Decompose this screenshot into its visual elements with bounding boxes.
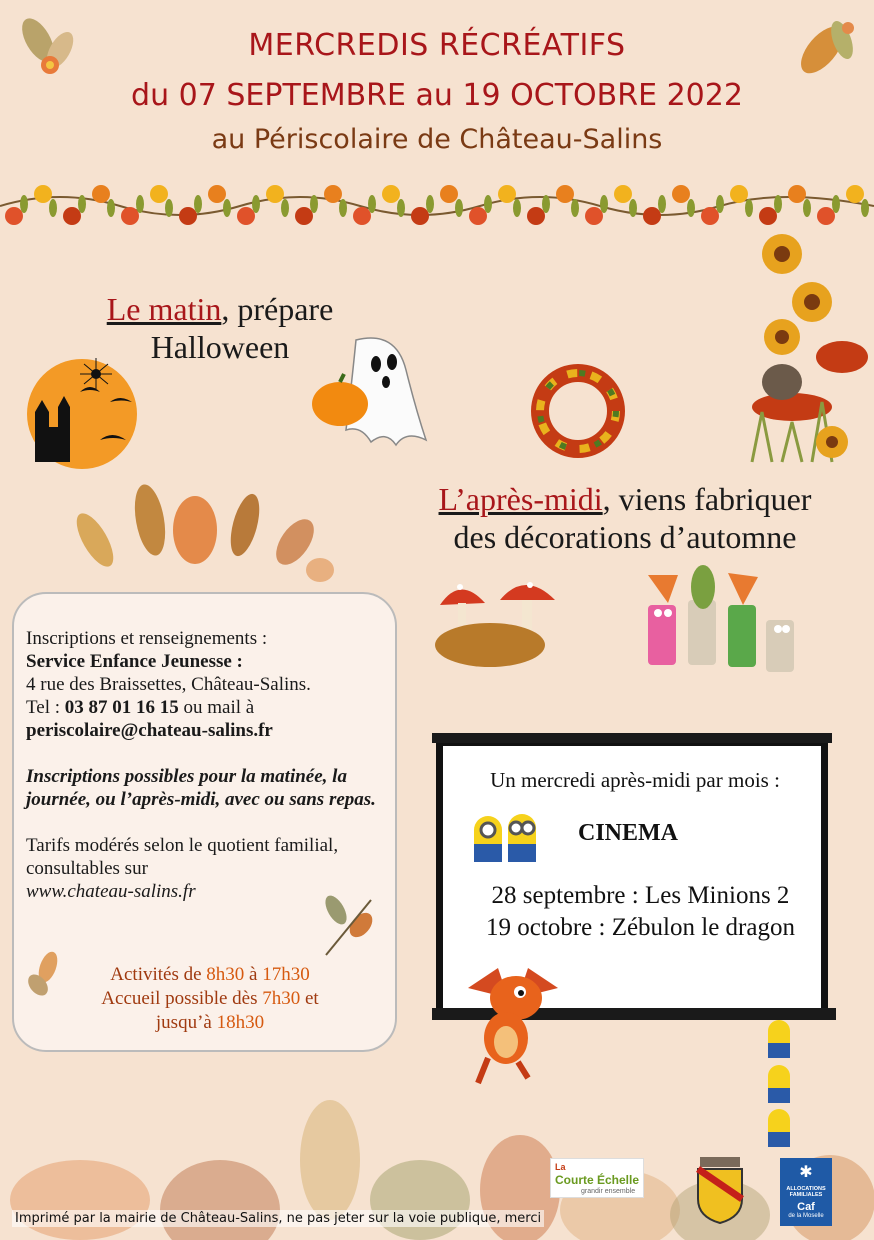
garland-flower — [382, 185, 400, 203]
garland-leaf — [165, 199, 173, 217]
film-2: 19 octobre : Zébulon le dragon — [486, 914, 795, 941]
halloween-moon-icon — [20, 352, 150, 472]
garland-leaf — [310, 195, 318, 213]
garland-leaf — [223, 199, 231, 217]
accueil-from: 7h30 — [262, 988, 301, 1009]
la-courte-echelle-logo — [550, 1158, 644, 1198]
activities-from: 8h30 — [206, 964, 245, 985]
squirrel-sunflowers-icon — [722, 232, 872, 472]
afternoon-rest: , viens fabriquer — [602, 481, 812, 517]
garland-flower — [498, 185, 516, 203]
garland-flower — [179, 207, 197, 225]
caf-logo-line2: Caf — [797, 1201, 815, 1213]
cinema-monthly: Un mercredi après-midi par mois : — [490, 768, 780, 792]
accueil-and: et — [300, 988, 319, 1009]
afternoon-text — [380, 480, 870, 556]
email-link[interactable]: periscolaire@chateau-salins.fr — [26, 720, 273, 741]
cinema-intro — [450, 768, 820, 792]
garland-flower — [701, 207, 719, 225]
garland-leaf — [861, 199, 869, 217]
tel-label: Tel : — [26, 697, 65, 718]
garland-flower — [788, 185, 806, 203]
garland-leaf — [78, 195, 86, 213]
garland-flower — [353, 207, 371, 225]
garland-flower — [295, 207, 313, 225]
info-text — [26, 627, 396, 903]
minions-icon — [466, 806, 550, 866]
garland-flower — [643, 207, 661, 225]
morning-line2: Halloween — [150, 329, 290, 365]
morning-highlight: Le matin — [106, 291, 222, 327]
garland-flower — [672, 185, 690, 203]
info-tarifs: Tarifs modérés selon le quotient familial, consultables sur — [26, 835, 339, 879]
info-service: Service Enfance Jeunesse : — [26, 651, 243, 672]
garland-leaf — [136, 195, 144, 213]
garland-flower — [34, 185, 52, 203]
info-options: Inscriptions possibles pour la matinée, la journée, ou l’après-midi, avec ou sans repas. — [26, 766, 376, 810]
garland-flower — [208, 185, 226, 203]
garland-flower — [614, 185, 632, 203]
leaf-sprig-icon — [316, 880, 386, 960]
activities-to-label: à — [244, 964, 263, 985]
until-time: 18h30 — [216, 1012, 265, 1033]
garland-leaf — [339, 199, 347, 217]
activities-label: Activités de — [110, 964, 207, 985]
garland-leaf — [774, 195, 782, 213]
garland-flower — [237, 207, 255, 225]
garland-flower — [846, 185, 864, 203]
garland-leaf — [194, 195, 202, 213]
garland-leaf — [20, 195, 28, 213]
caf-logo-line1: ALLOCATIONS FAMILIALES — [786, 1186, 826, 1198]
garland-leaf — [832, 195, 840, 213]
autumn-wreath-icon — [520, 355, 640, 467]
garland-leaf — [252, 195, 260, 213]
tel-number[interactable]: 03 87 01 16 15 — [64, 697, 179, 718]
garland-leaf — [687, 199, 695, 217]
activities-to: 17h30 — [262, 964, 310, 985]
garland-flower — [63, 207, 81, 225]
garland-leaf — [455, 199, 463, 217]
title-location: au Périscolaire de Château-Salins — [211, 124, 663, 155]
garland-leaf — [513, 199, 521, 217]
garland-leaf — [600, 195, 608, 213]
info-contact — [26, 696, 396, 719]
garland-leaf — [368, 195, 376, 213]
caf-logo-line3: de la Moselle — [788, 1213, 824, 1219]
lce-logo-tag: grandir ensemble — [581, 1188, 636, 1195]
morning-rest: , prépare — [221, 291, 334, 327]
garland-leaf — [716, 195, 724, 213]
garland-flower — [469, 207, 487, 225]
garland-leaf — [745, 199, 753, 217]
cinema-title: CINEMA — [578, 820, 678, 846]
garland-flower — [527, 207, 545, 225]
garland-flower — [585, 207, 603, 225]
garland-flower — [730, 185, 748, 203]
garland-leaf — [629, 199, 637, 217]
garland-flower — [5, 207, 23, 225]
accueil-label: Accueil possible dès — [101, 988, 263, 1009]
garland-flower — [556, 185, 574, 203]
garland-flower — [266, 185, 284, 203]
toilet-roll-crafts-icon — [628, 565, 803, 675]
garland-leaf — [281, 199, 289, 217]
title-dates: du 07 SEPTEMBRE au 19 OCTOBRE 2022 — [131, 78, 743, 113]
afternoon-line2: des décorations d’automne — [453, 519, 797, 555]
garland-leaf — [571, 199, 579, 217]
garland-leaf — [107, 199, 115, 217]
garland-leaf — [484, 195, 492, 213]
caf-moselle-logo — [780, 1158, 832, 1226]
footer-notice: Imprimé par la mairie de Château-Salins, ne pas jeter sur la voie publique, merci — [12, 1210, 544, 1227]
mail-label: ou mail à — [178, 697, 255, 718]
autumn-leaves-bouquet-icon — [55, 480, 345, 590]
screen-top-bar — [432, 733, 832, 743]
flower-garland — [0, 168, 874, 238]
caf-snowflake-icon: ✱ — [799, 1164, 813, 1181]
until-label: jusqu’à — [155, 1012, 217, 1033]
film-1: 28 septembre : Les Minions 2 — [491, 882, 790, 909]
mushrooms-craft-icon — [430, 575, 560, 670]
afternoon-highlight: L’après-midi — [438, 481, 603, 517]
lce-logo-line1: La — [555, 1162, 566, 1172]
lce-logo-line2: Courte Échelle — [555, 1173, 640, 1187]
chateau-salins-crest-icon — [690, 1155, 750, 1225]
opening-hours — [60, 963, 360, 1035]
garland-flower — [759, 207, 777, 225]
website-link[interactable]: www.chateau-salins.fr — [26, 881, 196, 902]
garland-leaf — [426, 195, 434, 213]
film-list — [448, 880, 833, 944]
garland-leaf — [803, 199, 811, 217]
info-address: 4 rue des Braissettes, Château-Salins. — [26, 674, 311, 695]
ghost-pumpkin-icon — [306, 330, 432, 452]
garland-flower — [440, 185, 458, 203]
garland-flower — [150, 185, 168, 203]
garland-leaf — [658, 195, 666, 213]
garland-flower — [411, 207, 429, 225]
garland-leaf — [397, 199, 405, 217]
garland-flower — [324, 185, 342, 203]
garland-flower — [817, 207, 835, 225]
garland-flower — [121, 207, 139, 225]
garland-leaf — [542, 195, 550, 213]
title-mercredis: MERCREDIS RÉCRÉATIFS — [248, 28, 626, 63]
garland-flower — [92, 185, 110, 203]
garland-leaf — [49, 199, 57, 217]
info-intro: Inscriptions et renseignements : — [26, 628, 268, 649]
